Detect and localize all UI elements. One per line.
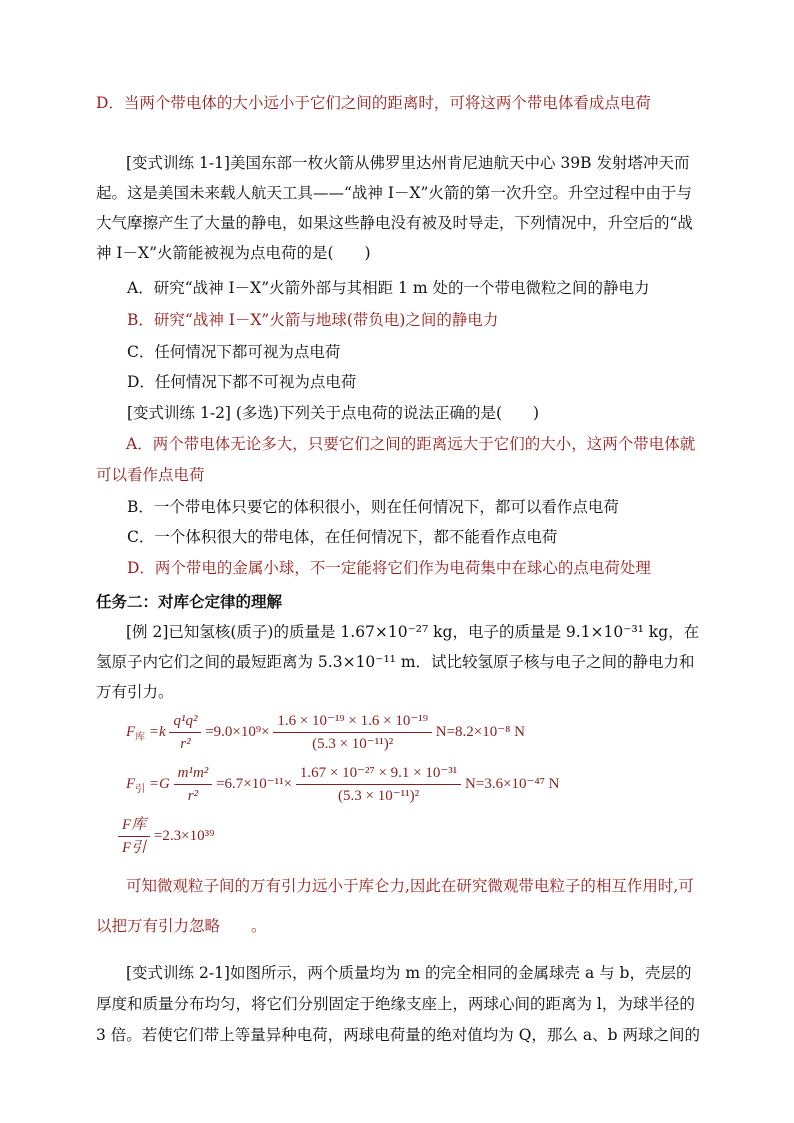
formula2-mid: =6.7×10⁻¹¹×: [216, 775, 293, 792]
formula2-lhs-sub: 引: [135, 783, 146, 795]
formula-ratio: [118, 816, 214, 857]
formula2-fraction: [296, 764, 461, 805]
formula-gravity: [126, 764, 560, 805]
ex11-option-d: D．任何情况下都不可视为点电荷: [127, 373, 357, 391]
ex12-option-d: D．两个带电的金属小球，不一定能将它们作为电荷集中在球心的点电荷处理: [127, 559, 651, 577]
formula1-den: (5.3 × 10⁻¹¹)²: [312, 736, 394, 752]
formula2-result: N=3.6×10⁻⁴⁷ N: [465, 775, 560, 792]
formula1-k: =k: [148, 723, 166, 740]
ex11-option-b: B．研究“战神 I－X”火箭与地球(带负电)之间的静电力: [127, 311, 499, 329]
formula1-lhs: F: [126, 723, 136, 740]
formula1-k-den: r²: [180, 736, 191, 752]
formula1-result: N=8.2×10⁻⁸ N: [435, 723, 525, 740]
ex21-stem: [变式训练 2-1]如图所示，两个质量均为 m 的完全相同的金属球壳 a 与 b，壳层的厚度和质量分布均匀，将它们分别固定于绝缘支座上，两球心间的距离为 l，为球半径的 3 倍。若使它们带上等量异种电荷，两球电荷量的绝对值均为 Q，那么 a、b 两球之间的: [96, 964, 700, 1044]
task2-heading: 任务二：对库仑定律的理解: [96, 593, 283, 611]
formula1-k-num: q¹q²: [169, 712, 201, 733]
formula2-g-den: r²: [187, 788, 199, 804]
formula-coulomb: [126, 712, 525, 753]
ex11-option-c: C．任何情况下都可视为点电荷: [127, 343, 341, 361]
ex12-option-a: A．两个带电体无论多大，只要它们之间的距离远大于它们的大小，这两个带电体就可以看作点电荷: [96, 435, 696, 484]
formula1-k-fraction: [169, 712, 201, 753]
ex11-stem: [变式训练 1-1]美国东部一枚火箭从佛罗里达州肯尼迪航天中心 39B 发射塔冲天而起。这是美国未来载人航天工具——“战神 I－X”火箭的第一次升空。升空过程中由于与大气摩擦产生了大量的静电，如果这些静电没有被及时导走，下列情况中，升空后的“战神 I－X”火箭能被视为点电荷的是( ): [96, 154, 693, 262]
example2-stem: [例 2]已知氢核(质子)的质量是 1.67×10⁻²⁷ kg，电子的质量是 9.1×10⁻³¹ kg，在氢原子内它们之间的最短距离为 5.3×10⁻¹¹ m．试比较氢原子核与电子之间的静电力和万有引力。: [96, 623, 700, 701]
formula3-fraction: [118, 816, 150, 857]
formula2-g-fraction: [174, 764, 213, 805]
formula2-lhs: F: [126, 775, 136, 792]
formula2-den: (5.3 × 10⁻¹¹)²: [338, 788, 420, 804]
ex12-option-b: B．一个带电体只要它的体积很小，则在任何情况下，都可以看作点电荷: [127, 498, 619, 516]
example2-conclusion: 可知微观粒子间的万有引力远小于库仑力,因此在研究微观带电粒子的相互作用时,可以把万有引力忽略 。: [96, 877, 694, 935]
ex11-option-a: A．研究“战神 I－X”火箭外部与其相距 1 m 处的一个带电微粒之间的静电力: [127, 279, 650, 297]
formula1-lhs-sub: 库: [135, 731, 146, 743]
formula3-num: F库: [118, 816, 150, 837]
q1-option-d: D．当两个带电体的大小远小于它们之间的距离时，可将这两个带电体看成点电荷: [96, 94, 651, 112]
formula2-g-num: m¹m²: [174, 764, 213, 785]
formula1-num: 1.6 × 10⁻¹⁹ × 1.6 × 10⁻¹⁹: [273, 712, 432, 733]
formula1-mid: =9.0×10⁹×: [205, 723, 270, 740]
ex12-stem: [变式训练 1-2] (多选)下列关于点电荷的说法正确的是( ): [127, 404, 540, 422]
formula1-fraction: [273, 712, 432, 753]
formula3-result: =2.3×10³⁹: [153, 827, 215, 844]
ex12-option-c: C．一个体积很大的带电体，在任何情况下，都不能看作点电荷: [127, 528, 558, 546]
formula2-g: =G: [148, 775, 170, 792]
formula3-den: F引: [122, 840, 147, 856]
formula2-num: 1.67 × 10⁻²⁷ × 9.1 × 10⁻³¹: [296, 764, 461, 785]
